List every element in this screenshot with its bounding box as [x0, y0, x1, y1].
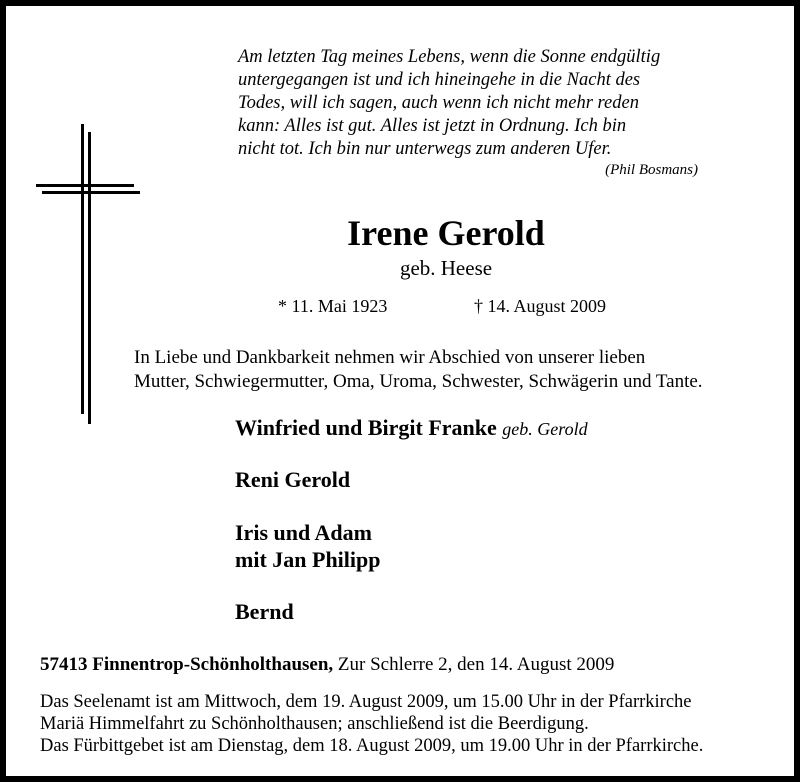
- family-entry: [235, 415, 588, 441]
- death-date: † 14. August 2009: [474, 296, 607, 316]
- address-street-date: Zur Schlerre 2, den 14. August 2009: [337, 654, 615, 675]
- service-line: Mariä Himmelfahrt zu Schönholthausen; anschließend ist die Beerdigung.: [40, 714, 589, 734]
- quote-line: nicht tot. Ich bin nur unterwegs zum anderen Ufer.: [238, 139, 612, 159]
- quote-line: kann: Alles ist gut. Alles ist jetzt in Ordnung. Ich bin: [238, 116, 627, 136]
- service-line: Das Fürbittgebet ist am Dienstag, dem 18. August 2009, um 19.00 Uhr in der Pfarrkirche.: [40, 736, 704, 756]
- service-line: Das Seelenamt ist am Mittwoch, dem 19. August 2009, um 15.00 Uhr in der Pfarrkirche: [40, 692, 692, 712]
- quote-line: Am letzten Tag meines Lebens, wenn die Sonne endgültig: [238, 47, 661, 67]
- quote-line: untergegangen ist und ich hineingehe in die Nacht des: [238, 70, 641, 90]
- intro-line: In Liebe und Dankbarkeit nehmen wir Abschied von unserer lieben: [134, 347, 646, 368]
- address-place: 57413 Finnentrop-Schönholthausen,: [40, 654, 334, 675]
- birth-name: geb. Heese: [399, 256, 493, 280]
- family-entry-name: Winfried und Birgit Franke: [235, 415, 497, 440]
- address-line: [40, 654, 614, 676]
- quote-line: Todes, will ich sagen, auch wenn ich nicht mehr reden: [238, 93, 639, 113]
- family-entry: mit Jan Philipp: [235, 547, 381, 572]
- family-entry: Reni Gerold: [235, 467, 351, 492]
- intro-line: Mutter, Schwiegermutter, Oma, Uroma, Schwester, Schwägerin und Tante.: [134, 371, 703, 392]
- family-entry: Iris und Adam: [235, 520, 372, 545]
- family-entry: Bernd: [235, 599, 294, 624]
- quote-author: (Phil Bosmans): [605, 162, 698, 178]
- family-entry-note: geb. Gerold: [502, 419, 588, 439]
- birth-date: * 11. Mai 1923: [278, 296, 388, 316]
- deceased-name: Irene Gerold: [347, 213, 545, 253]
